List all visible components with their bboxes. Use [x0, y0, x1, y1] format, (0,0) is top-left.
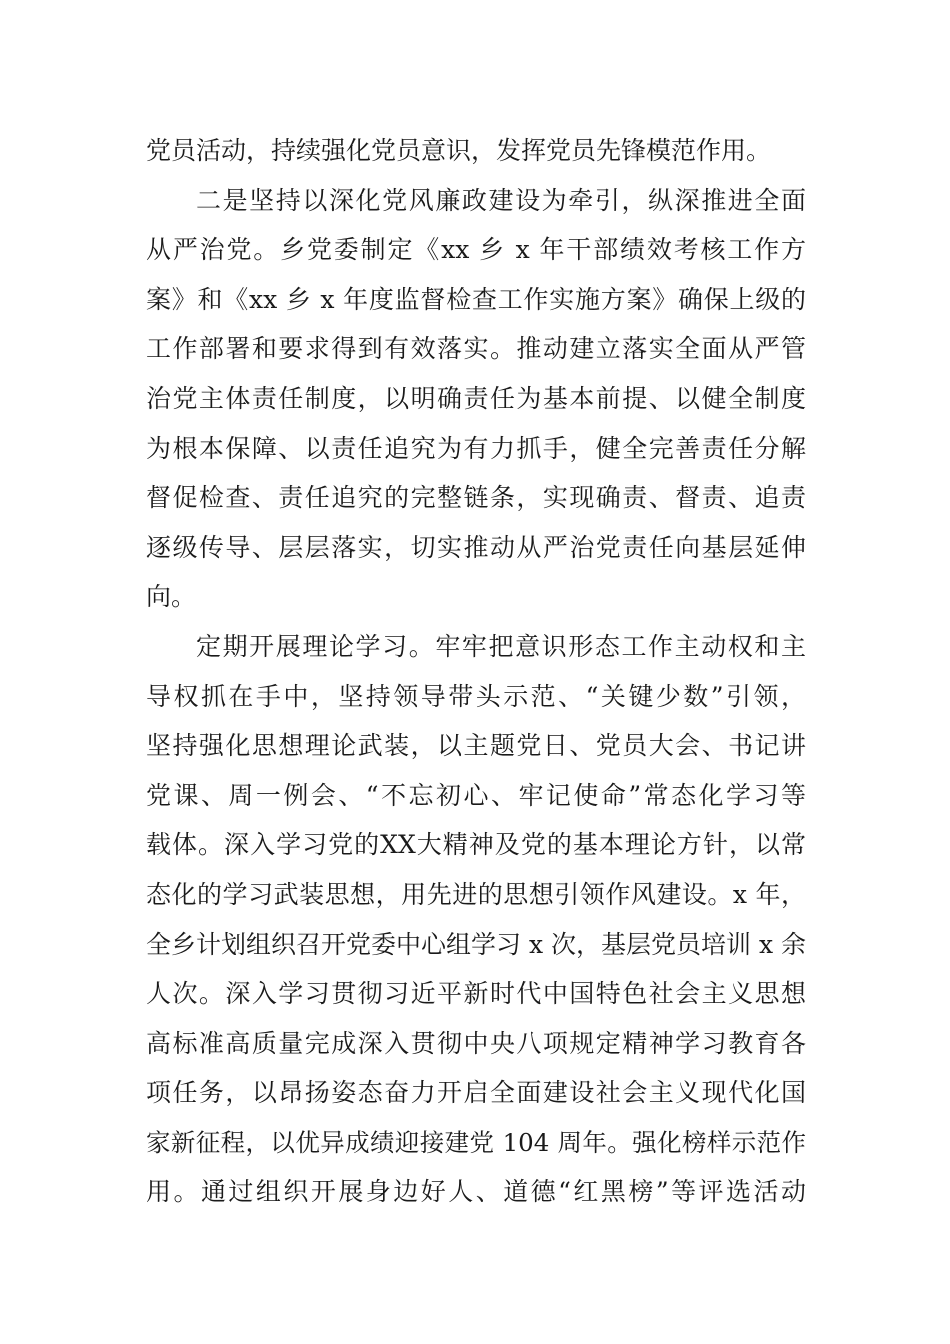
text-line: 向。: [146, 582, 197, 612]
text-line: 督促检查、责任追究的完整链条，实现确责、督责、追责: [146, 483, 806, 513]
text-line: 人次。深入学习贯彻习近平新时代中国特色社会主义思想: [146, 979, 806, 1009]
text-line: 党员活动，持续强化党员意识，发挥党员先锋模范作用。: [146, 136, 772, 165]
text-line: 二是坚持以深化党风廉政建设为牵引，纵深推进全面: [196, 185, 806, 215]
text-line: 家新征程，以优异成绩迎接建党 104 周年。强化榜样示范作: [146, 1127, 806, 1157]
text-line: 党课、周一例会、“不忘初心、牢记使命”常态化学习等: [146, 780, 806, 810]
text-line: 态化的学习武装思想，用先进的思想引领作风建设。x 年，: [146, 879, 806, 909]
text-line: 用。通过组织开展身边好人、道德“红黑榜”等评选活动: [146, 1177, 806, 1207]
text-line: 坚持强化思想理论武装，以主题党日、党员大会、书记讲: [146, 731, 806, 761]
text-line: 工作部署和要求得到有效落实。推动建立落实全面从严管: [146, 334, 806, 364]
text-line: 项任务，以昂扬姿态奋力开启全面建设社会主义现代化国: [146, 1078, 806, 1108]
text-line: 全乡计划组织召开党委中心组学习 x 次，基层党员培训 x 余: [146, 929, 806, 959]
text-line: 治党主体责任制度，以明确责任为基本前提、以健全制度: [146, 383, 806, 413]
document-body: [146, 126, 806, 1217]
text-line: 从严治党。乡党委制定《xx 乡 x 年干部绩效考核工作方: [146, 235, 806, 265]
text-line: 导权抓在手中，坚持领导带头示范、“关键少数”引领，: [146, 681, 806, 711]
text-line: 高标准高质量完成深入贯彻中央八项规定精神学习教育各: [146, 1028, 806, 1058]
text-line: 案》和《xx 乡 x 年度监督检查工作实施方案》确保上级的: [146, 284, 806, 314]
text-line: 为根本保障、以责任追究为有力抓手，健全完善责任分解: [146, 433, 806, 463]
text-line: 定期开展理论学习。牢牢把意识形态工作主动权和主: [196, 631, 806, 661]
text-line: 逐级传导、层层落实，切实推动从严治党责任向基层延伸: [146, 532, 806, 562]
text-line: 载体。深入学习党的XX大精神及党的基本理论方针，以常: [146, 830, 806, 860]
